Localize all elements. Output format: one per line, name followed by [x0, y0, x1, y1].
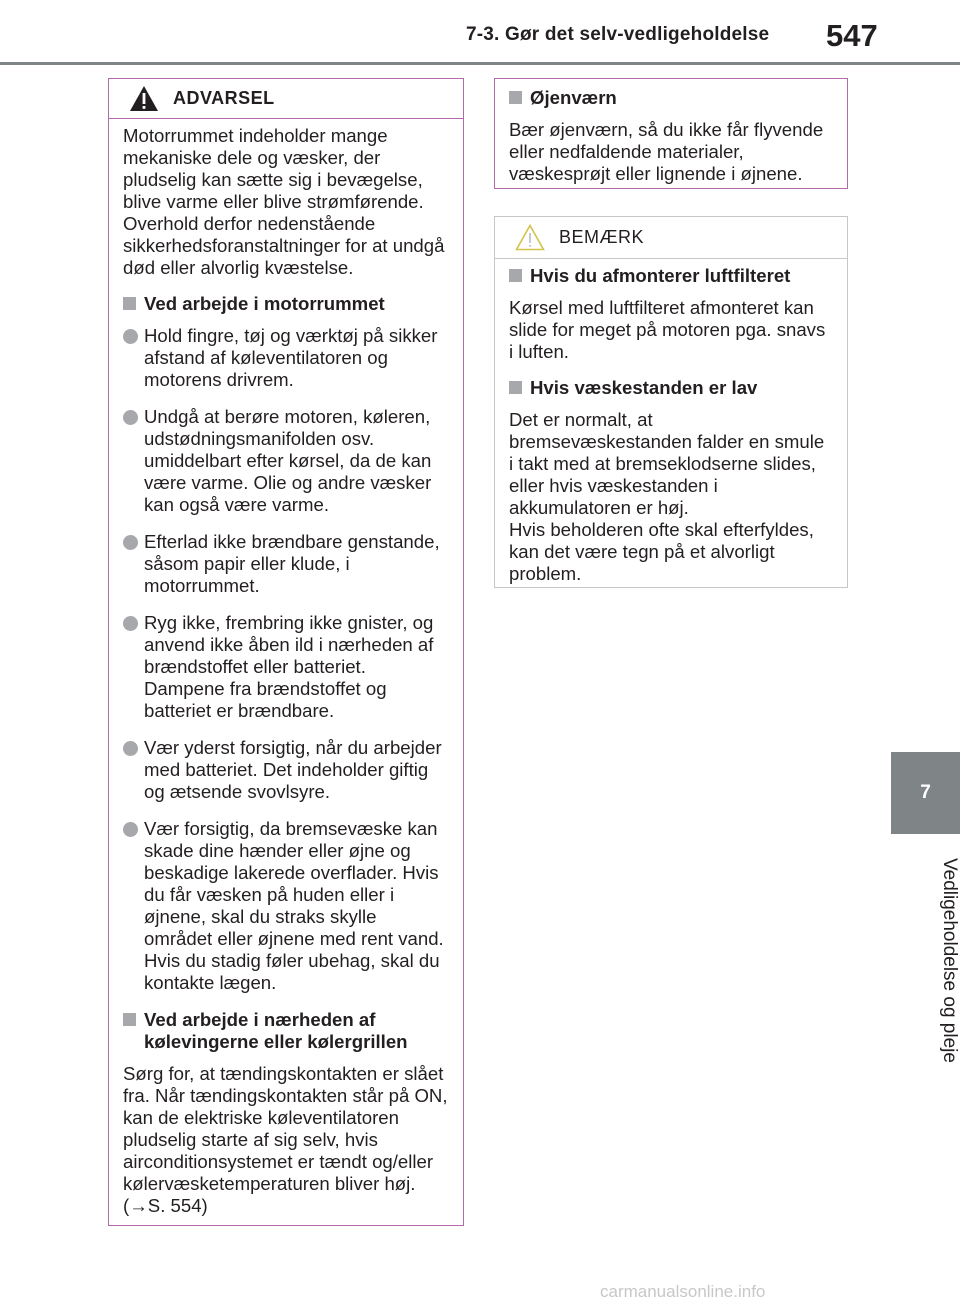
round-bullet-icon	[123, 822, 138, 837]
subheading-text: Ved arbejde i nærheden af kølevingerne eller kølergrillen	[144, 1009, 408, 1052]
note-subheading-fluid-level	[509, 377, 832, 399]
warning-bullet	[123, 325, 448, 391]
warning-title: ADVARSEL	[173, 88, 275, 108]
bullet-text: Efterlad ikke brændbare genstande, såsom papir eller klude, i motorrummet.	[144, 531, 440, 596]
note-air-filter-text: Kørsel med luftfilteret afmonteret kan slide for meget på motoren pga. snavs i luften.	[509, 297, 826, 362]
header-rule	[0, 62, 960, 65]
note-fluid-level-text: Det er normalt, at bremsevæskestanden falder en smule i takt med at bremseklodserne slides, eller hvis væskestanden i akkumulatoren er høj. Hvis beholderen ofte skal efterfyldes, kan det være tegn på et alvorligt problem.	[509, 409, 825, 584]
note-title: BEMÆRK	[559, 227, 645, 247]
warning-subheading-cooling	[123, 1009, 448, 1053]
bullet-text: Vær forsigtig, da bremsevæske kan skade dine hænder eller øjne og beskadige lakerede overflader. Hvis du får væsken på huden eller i øjnene, skal du straks skylle området eller øjnene med rent vand. Hvis du stadig føler ubehag, skal du kontakte lægen.	[144, 818, 444, 993]
eye-protection-body	[495, 79, 847, 195]
round-bullet-icon	[123, 410, 138, 425]
square-bullet-icon	[509, 381, 522, 394]
subheading-text: Hvis væskestanden er lav	[530, 377, 758, 398]
page-number: 547	[826, 18, 878, 53]
warning-cooling-text: Sørg for, at tændingskontakten er slået fra. Når tændingskontakten står på ON, kan de elektriske køleventilatoren pludselig starte af sig selv, hvis airconditionsystemet er tændt og/eller kølervæsketemperaturen bliver høj. (→S. 554)	[123, 1063, 448, 1216]
note-subheading-air-filter	[509, 265, 832, 287]
warning-bullet	[123, 531, 448, 597]
round-bullet-icon	[123, 329, 138, 344]
chapter-title: Vedligeholdelse og pleje	[939, 857, 960, 1063]
bullet-text: Hold fingre, tøj og værktøj på sikker afstand af køleventilatoren og motorens drivrem.	[144, 325, 438, 390]
subheading-text: Hvis du afmonterer luftfilteret	[530, 265, 791, 286]
section-title: 7-3. Gør det selv-vedligeholdelse	[466, 24, 770, 45]
bullet-text: Vær yderst forsigtig, når du arbejder med batteriet. Det indeholder giftig og ætsende svovlsyre.	[144, 737, 442, 802]
warning-bullet	[123, 737, 448, 803]
square-bullet-icon	[509, 91, 522, 104]
note-box	[494, 216, 848, 588]
round-bullet-icon	[123, 616, 138, 631]
warning-box-body	[109, 119, 463, 1227]
round-bullet-icon	[123, 741, 138, 756]
watermark-text: carmanualsonline.info	[600, 1282, 766, 1301]
warning-subheading-engine	[123, 293, 448, 315]
chapter-number: 7	[920, 782, 931, 803]
warning-intro: Motorrummet indeholder mange mekaniske dele og væsker, der pludselig kan sætte sig i bevægelse, blive varme eller blive strømførende. Overhold derfor nedenstående sikkerhedsforanstaltninger for at undgå død eller alvorlig kvæstelse.	[123, 125, 445, 278]
eye-protection-text: Bær øjenværn, så du ikke får flyvende eller nedfaldende materialer, væskesprøjt eller lignende i øjnene.	[509, 119, 824, 184]
warning-box-header	[109, 79, 463, 119]
caution-triangle-icon	[515, 224, 545, 251]
subheading-text: Ved arbejde i motorrummet	[144, 293, 385, 314]
square-bullet-icon	[123, 297, 136, 310]
eye-protection-box	[494, 78, 848, 189]
warning-bullet	[123, 818, 448, 994]
square-bullet-icon	[509, 269, 522, 282]
warning-bullet	[123, 406, 448, 516]
chapter-tab[interactable]	[891, 752, 960, 834]
eye-protection-heading	[509, 87, 832, 109]
note-box-header	[495, 217, 847, 259]
subheading-text: Øjenværn	[530, 87, 617, 108]
bullet-text: Ryg ikke, frembring ikke gnister, og anvend ikke åben ild i nærheden af brændstoffet eller batteriet. Dampene fra brændstoffet og batteriet er brændbare.	[144, 612, 434, 721]
bullet-text: Undgå at berøre motoren, køleren, udstødningsmanifolden osv. umiddelbart efter kørsel, da de kan være varme. Olie og andre væsker kan også være varme.	[144, 406, 432, 515]
page-reference-link[interactable]: (→S. 554)	[123, 1195, 208, 1216]
warning-box	[108, 78, 464, 1226]
warning-bullet	[123, 612, 448, 722]
warning-triangle-icon	[129, 85, 159, 112]
square-bullet-icon	[123, 1013, 136, 1026]
round-bullet-icon	[123, 535, 138, 550]
note-box-body	[495, 259, 847, 595]
